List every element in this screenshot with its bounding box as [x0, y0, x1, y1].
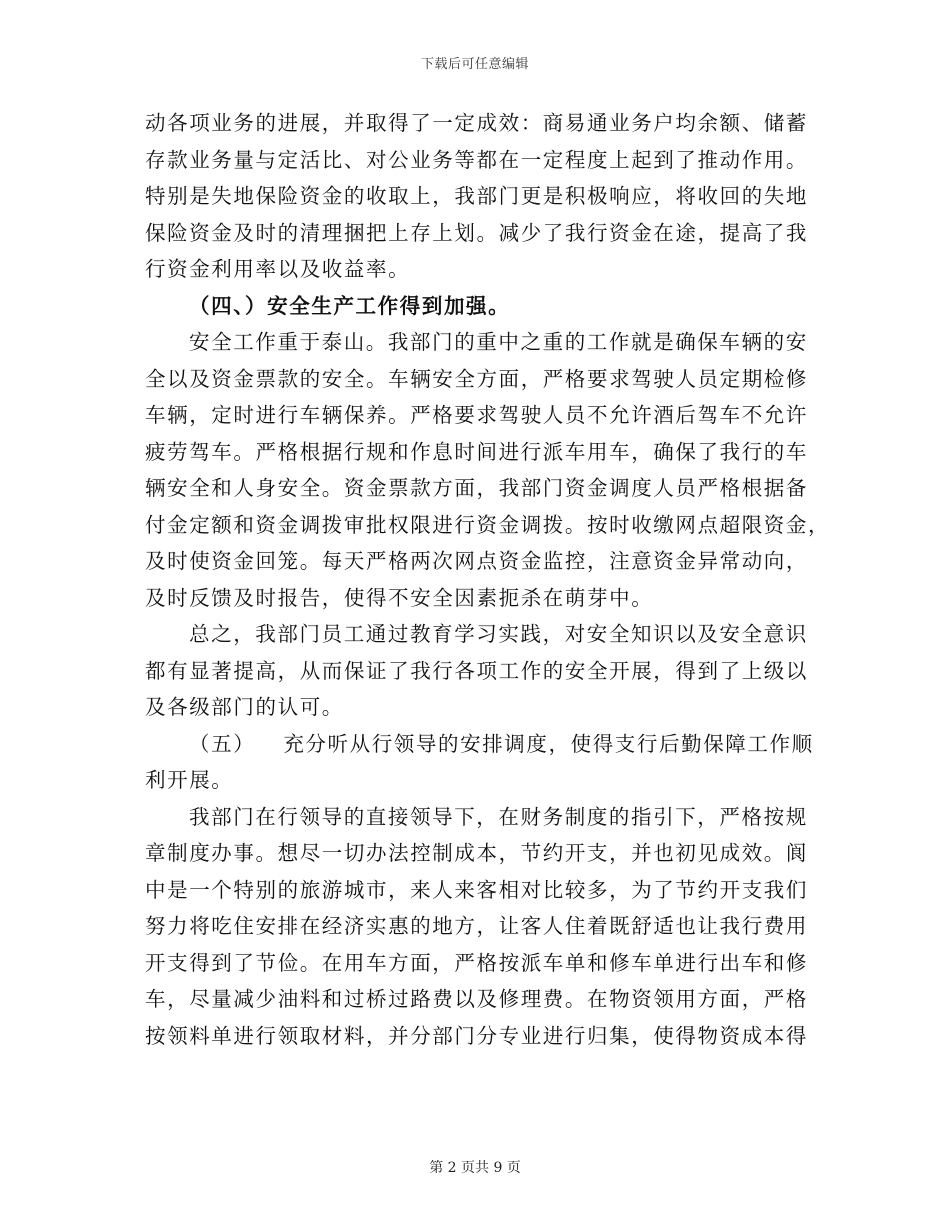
- heading-5-text: 充分听从行领导的安排调度，使得支行后勤保障工作顺: [283, 731, 814, 756]
- text-line: 我部门在行领导的直接领导下，在财务制度的指引下，严格按规: [189, 804, 808, 829]
- text-line: 车，尽量减少油料和过桥过路费以及修理费。在物资领用方面，严格: [145, 987, 808, 1011]
- text-line: 动各项业务的进展，并取得了一定成效：商易通业务户均余额、储蓄: [145, 111, 808, 135]
- page-footer: 第 2 页共 9 页: [429, 1160, 521, 1176]
- text-line: 努力将吃住安排在经济实惠的地方，让客人住着既舒适也让我行费用: [145, 914, 808, 938]
- section-heading-4: （四、）安全生产工作得到加强。: [189, 293, 511, 318]
- text-line: 开支得到了节俭。在用车方面，严格按派车单和修车单进行出车和修: [145, 950, 808, 975]
- heading-5-line: [145, 726, 814, 763]
- text-line: 保险资金及时的清理捆把上存上划。减少了我行资金在途，提高了我: [145, 220, 808, 245]
- text-line: 安全工作重于泰山。我部门的重中之重的工作就是确保车辆的安: [189, 330, 808, 354]
- page-header: 下载后可任意编辑: [420, 57, 529, 72]
- text-line: 中是一个特别的旅游城市，来人来客相对比较多，为了节约开支我们: [145, 877, 808, 902]
- text-line: 辆安全和人身安全。资金票款方面，我部门资金调度人员严格根据备: [145, 476, 808, 500]
- section-heading-5: [145, 726, 814, 799]
- text-line: 都有显著提高，从而保证了我行各项工作的安全开展，得到了上级以: [145, 658, 808, 683]
- text-line: 付金定额和资金调拨审批权限进行资金调拨。按时收缴网点超限资金，: [145, 512, 831, 537]
- text-line: 疲劳驾车。严格根据行规和作息时间进行派车用车，确保了我行的车: [145, 439, 808, 464]
- text-line: 章制度办事。想尽一切办法控制成本，节约开支，并也初见成效。阆: [145, 841, 808, 865]
- document-body: [145, 105, 831, 1054]
- text-line: 及各级部门的认可。: [145, 695, 344, 719]
- heading-5-number: （五）: [189, 731, 256, 756]
- text-line: 行资金利用率以及收益率。: [145, 257, 411, 281]
- paragraph-summary: [145, 616, 807, 726]
- text-line: 总之，我部门员工通过教育学习实践，对安全知识以及安全意识: [189, 622, 808, 646]
- paragraph-business-results: [145, 105, 807, 288]
- text-line: 特别是失地保险资金的收取上，我部门更是积极响应，将收回的失地: [145, 184, 808, 208]
- text-line: 按领料单进行领取材料，并分部门分专业进行归集，使得物资成本得: [145, 1023, 808, 1048]
- text-line: 存款业务量与定活比、对公业务等都在一定程度上起到了推动作用。: [145, 147, 808, 172]
- text-line: 利开展。: [145, 768, 234, 792]
- text-line: 及时使资金回笼。每天严格两次网点资金监控，注意资金异常动向，: [145, 549, 808, 573]
- paragraph-safety-work: [145, 324, 831, 616]
- text-line: 及时反馈及时报告，使得不安全因素扼杀在萌芽中。: [145, 585, 654, 610]
- paragraph-logistics: [145, 799, 807, 1055]
- text-line: 车辆，定时进行车辆保养。严格要求驾驶人员不允许酒后驾车不允许: [145, 403, 808, 427]
- text-line: 全以及资金票款的安全。车辆安全方面，严格要求驾驶人员定期检修: [145, 366, 808, 391]
